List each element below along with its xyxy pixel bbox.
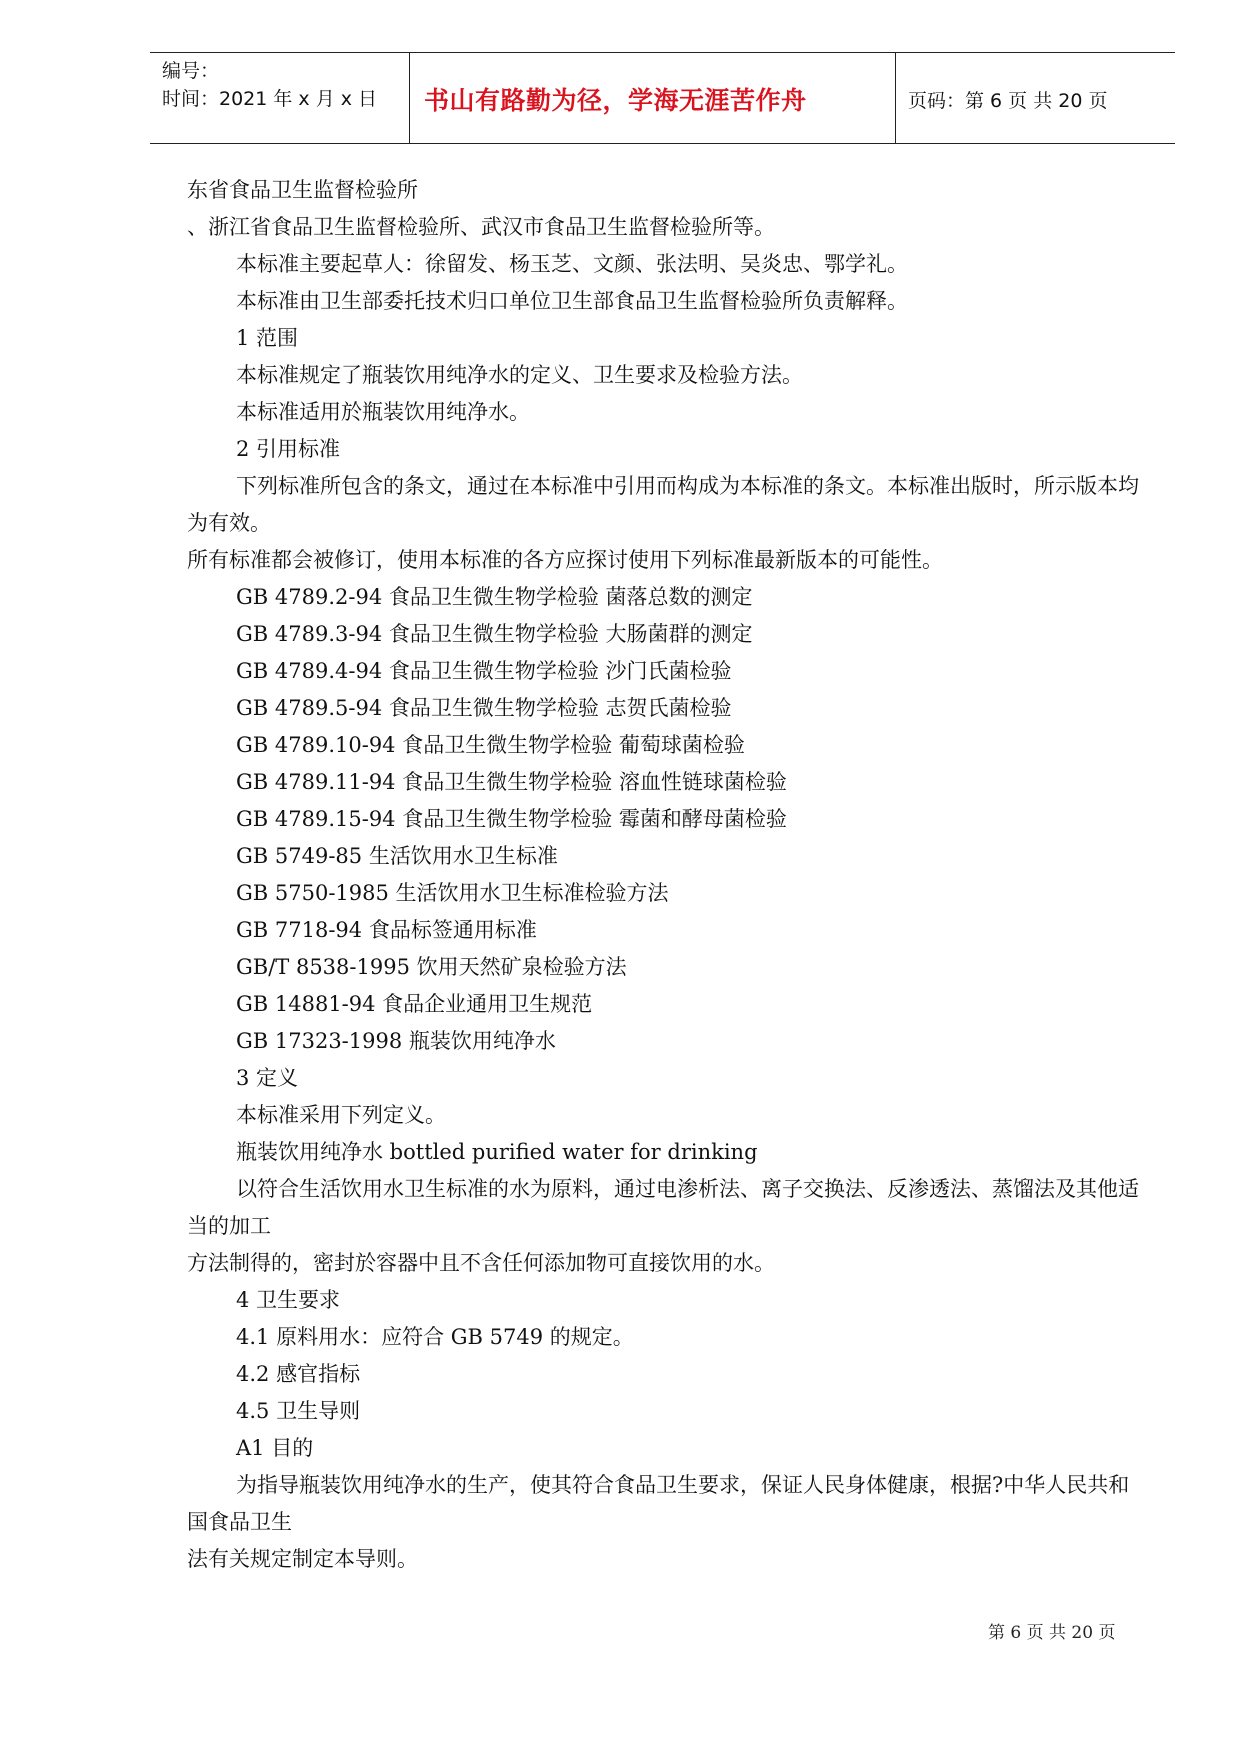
reference-item: GB 7718-94 食品标签通用标准 (236, 918, 537, 942)
section-heading: 3 定义 (236, 1066, 299, 1090)
body-line: 、浙江省食品卫生监督检验所、武汉市食品卫生监督检验所等。 (187, 215, 775, 239)
reference-item: GB 14881-94 食品企业通用卫生规范 (236, 992, 593, 1016)
body-paragraph (187, 1171, 1147, 1245)
body-paragraph-text: 下列标准所包含的条文，通过在本标准中引用而构成为本标准的条文。本标准出版时，所示版本均为有效。 (187, 474, 1139, 535)
header-motto: 书山有路勤为径，学海无涯苦作舟 (424, 86, 807, 115)
header-meta (162, 57, 417, 113)
header-divider (409, 53, 410, 143)
body-line: 本标准主要起草人：徐留发、杨玉芝、文颜、张法明、吴炎忠、鄂学礼。 (236, 252, 908, 276)
header-time-label: 时间：2021 年 x 月 x 日 (162, 88, 378, 110)
reference-item: GB 4789.4-94 食品卫生微生物学检验 沙门氏菌检验 (236, 659, 732, 683)
body-line: 方法制得的，密封於容器中且不含任何添加物可直接饮用的水。 (187, 1251, 775, 1275)
reference-item: GB/T 8538-1995 饮用天然矿泉检验方法 (236, 955, 627, 979)
reference-item: GB 17323-1998 瓶装饮用纯净水 (236, 1029, 556, 1053)
body-line: 本标准采用下列定义。 (236, 1103, 446, 1127)
body-line: 4.1 原料用水：应符合 GB 5749 的规定。 (236, 1325, 634, 1349)
reference-item: GB 4789.11-94 食品卫生微生物学检验 溶血性链球菌检验 (236, 770, 787, 794)
section-heading: 2 引用标准 (236, 437, 341, 461)
reference-item: GB 5750-1985 生活饮用水卫生标准检验方法 (236, 881, 669, 905)
body-paragraph-text: 以符合生活饮用水卫生标准的水为原料，通过电渗析法、离子交换法、反渗透法、蒸馏法及其他适当的加工 (187, 1177, 1139, 1238)
body-line: 4.2 感官指标 (236, 1362, 361, 1386)
body-line: 本标准由卫生部委托技术归口单位卫生部食品卫生监督检验所负责解释。 (236, 289, 908, 313)
page-header (150, 52, 1175, 144)
reference-item: GB 4789.2-94 食品卫生微生物学检验 菌落总数的测定 (236, 585, 753, 609)
body-paragraph (187, 1467, 1147, 1541)
section-heading: 1 范围 (236, 326, 299, 350)
body-paragraph (187, 468, 1147, 542)
section-heading: A1 目的 (236, 1436, 314, 1460)
header-divider (895, 53, 896, 143)
section-heading: 4 卫生要求 (236, 1288, 341, 1312)
body-line: 4.5 卫生导则 (236, 1399, 361, 1423)
body-line: 法有关规定制定本导则。 (187, 1547, 418, 1571)
page-footer: 第 6 页 共 20 页 (988, 1623, 1116, 1643)
reference-item: GB 4789.3-94 食品卫生微生物学检验 大肠菌群的测定 (236, 622, 753, 646)
reference-item: GB 4789.10-94 食品卫生微生物学检验 葡萄球菌检验 (236, 733, 745, 757)
body-paragraph-text: 为指导瓶装饮用纯净水的生产，使其符合食品卫生要求，保证人民身体健康，根据?中华人民共和国食品卫生 (187, 1473, 1130, 1534)
header-page-number: 页码：第 6 页 共 20 页 (908, 90, 1108, 112)
header-number-label: 编号： (162, 60, 220, 82)
document-body (187, 172, 1147, 1578)
reference-item: GB 4789.5-94 食品卫生微生物学检验 志贺氏菌检验 (236, 696, 732, 720)
body-line: 东省食品卫生监督检验所 (187, 178, 418, 202)
body-line: 本标准规定了瓶装饮用纯净水的定义、卫生要求及检验方法。 (236, 363, 803, 387)
body-line: 所有标准都会被修订，使用本标准的各方应探讨使用下列标准最新版本的可能性。 (187, 548, 943, 572)
body-line: 本标准适用於瓶装饮用纯净水。 (236, 400, 530, 424)
definition-term: 瓶装饮用纯净水 bottled purified water for drinking (236, 1140, 758, 1164)
reference-item: GB 5749-85 生活饮用水卫生标准 (236, 844, 558, 868)
reference-item: GB 4789.15-94 食品卫生微生物学检验 霉菌和酵母菌检验 (236, 807, 787, 831)
